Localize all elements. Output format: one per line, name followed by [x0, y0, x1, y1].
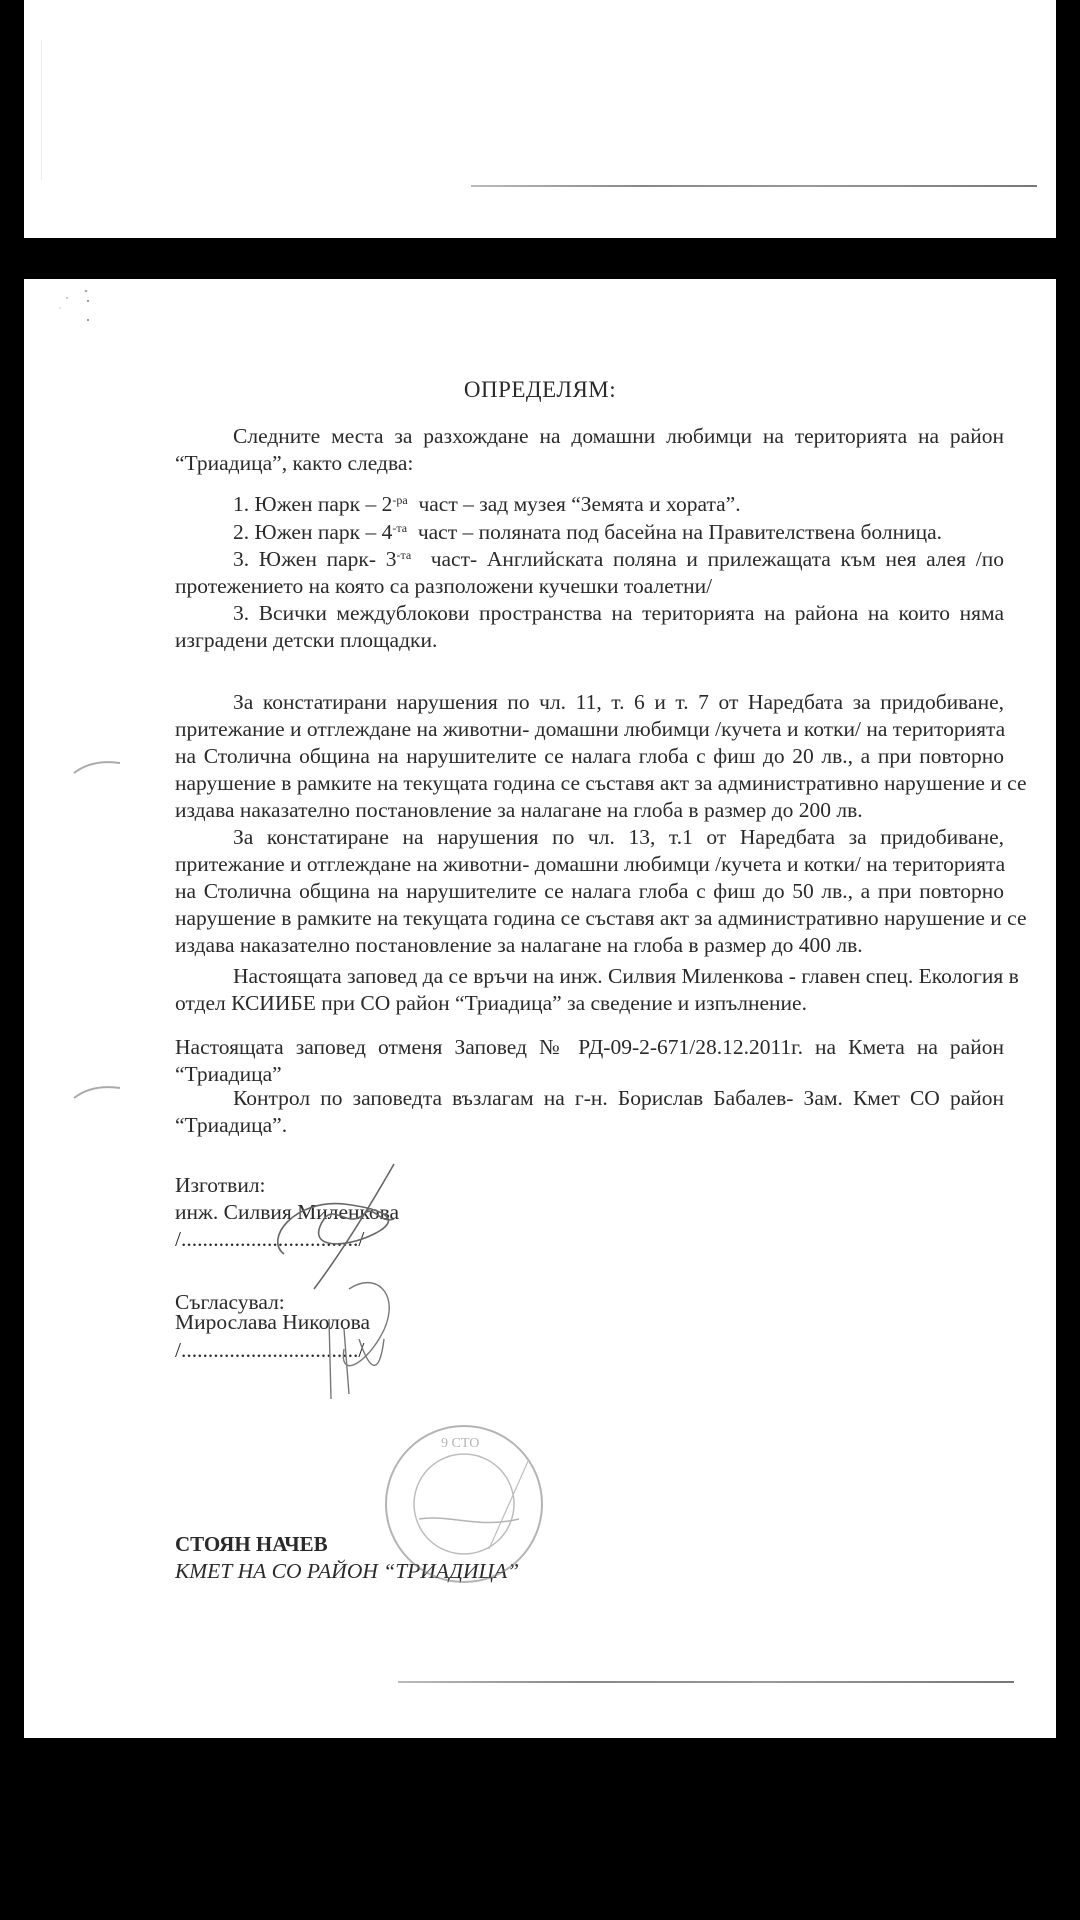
fine-paragraph-line: притежание и отглеждане на животни- домашни любимци /кучета и котки/ на територията	[175, 852, 1006, 876]
prepared-label: Изготвил:	[175, 1173, 266, 1197]
svg-text:9 СТО: 9 СТО	[441, 1436, 480, 1451]
margin-hole-mark	[72, 1082, 124, 1107]
agreed-signature-line: /................................./	[175, 1338, 365, 1362]
fine-paragraph-line: нарушение в рамките на текущата година се съставя акт за административно нарушение и се	[175, 906, 1027, 930]
delivery-line: Настоящата заповед да се връчи на инж. Силвия Миленкова - главен спец. Екология в	[233, 964, 1019, 988]
prepared-name: инж. Силвия Миленкова	[175, 1200, 400, 1224]
margin-hole-mark	[72, 757, 124, 782]
list-item: 2. Южен парк – $4^{-та}$ част – поляната под басейна на Правителствена болница.	[233, 520, 943, 544]
list-item-continued: изградени детски площадки.	[175, 628, 438, 652]
page-title: ОПРЕДЕЛЯМ:	[463, 377, 617, 402]
signatory-title: КМЕТ НА СО РАЙОН “ТРИАДИЦА”	[175, 1559, 520, 1583]
list-item-continued: протежението на която са разположени кучешки тоалетни/	[175, 574, 713, 598]
page-rule	[398, 1681, 1014, 1683]
fine-paragraph-line: нарушение в рамките на текущата година се съставя акт за административно нарушение и се	[175, 771, 1027, 795]
page-rule	[471, 185, 1037, 187]
list-item: 3. Всички междублокови пространства на територията на района на които няма	[233, 601, 1004, 625]
fine-paragraph-line: За констатиране на нарушения по чл. 13, т.1 от Наредбата за придобиване,	[233, 825, 1004, 849]
previous-page-fragment	[24, 0, 1056, 238]
fine-paragraph-line: на Столична община на нарушителите се налага глоба с фиш до 50 лв., а при повторно	[175, 879, 1004, 903]
official-stamp	[379, 1419, 549, 1594]
agreed-name: Мирослава Николова	[175, 1310, 371, 1334]
control-line: Контрол по заповедта възлагам на г-н. Борислав Бабалев- Зам. Кмет СО район	[233, 1086, 1004, 1110]
control-line: “Триадица”.	[175, 1113, 288, 1137]
scan-edge-line	[41, 40, 42, 180]
intro-line: “Триадица”, както следва:	[175, 451, 414, 475]
fine-paragraph-line: издава наказателно постановление за налагане на глоба в размер до 200 лв.	[175, 798, 863, 822]
intro-line: Следните места за разхождане на домашни любимци на територията на район	[233, 424, 1004, 448]
document-page	[24, 279, 1056, 1738]
fine-paragraph-line: издава наказателно постановление за налагане на глоба в размер до 400 лв.	[175, 933, 863, 957]
scan-speckles	[54, 284, 94, 334]
list-item: 3. Южен парк- $3^{-та}$ част- Английската поляна и прилежащата към нея алея /по	[233, 547, 1004, 571]
fine-paragraph-line: на Столична община на нарушителите се налага глоба с фиш до 20 лв., а при повторно	[175, 744, 1004, 768]
delivery-line: отдел КСИИБЕ при СО район “Триадица” за сведение и изпълнение.	[175, 991, 807, 1015]
signature-agreed	[309, 1269, 419, 1414]
revoke-line: Настоящата заповед отменя Заповед № РД-09-2-671/28.12.2011г. на Кмета на район	[175, 1035, 1004, 1059]
revoke-line: “Триадица”	[175, 1062, 282, 1086]
prepared-signature-line: /................................./	[175, 1227, 365, 1251]
fine-paragraph-line: За констатирани нарушения по чл. 11, т. 6 и т. 7 от Наредбата за придобиване,	[233, 690, 1004, 714]
signatory-name: СТОЯН НАЧЕВ	[175, 1532, 328, 1556]
fine-paragraph-line: притежание и отглеждане на животни- домашни любимци /кучета и котки/ на територията	[175, 717, 1006, 741]
agreed-label: Съгласувал:	[175, 1290, 285, 1314]
list-item: 1. Южен парк – $2^{-ра}$ част – зад музея “Земята и хората”.	[233, 492, 741, 516]
